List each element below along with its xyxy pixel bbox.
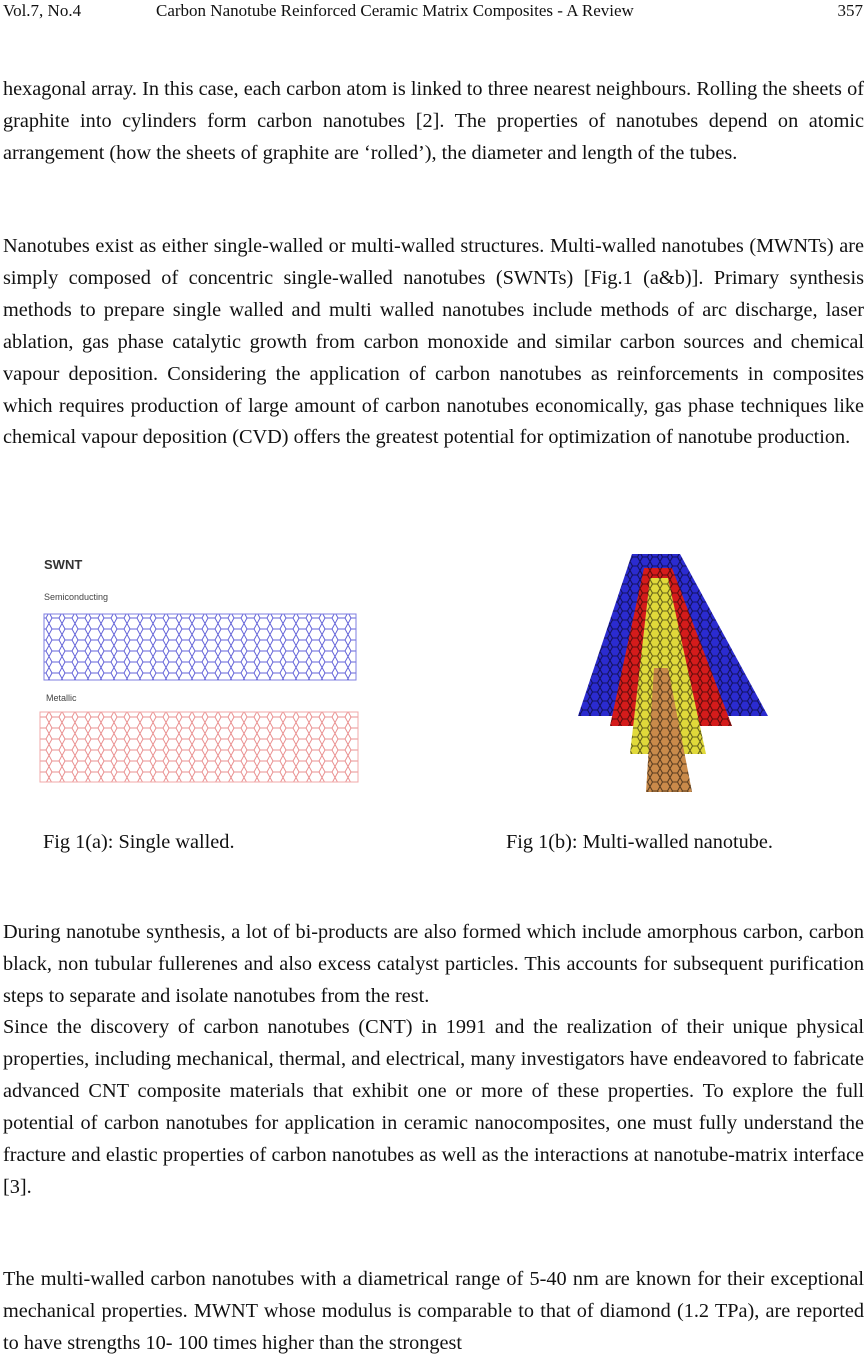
paragraph-mwnt-properties: The multi-walled carbon nanotubes with a diametrical range of 5-40 nm are known for their exceptional mechanical properties. MWNT whose modulus is comparable to that of diamond (1.2 TPa), are reported to have strengths 10- 100 times higher than the strongest <box>3 1268 864 1354</box>
figure-a-semiconducting-label: Semiconducting <box>44 592 109 602</box>
figure-a-metallic-label: Metallic <box>46 693 77 703</box>
paragraph-cnt-discovery: Since the discovery of carbon nanotubes (CNT) in 1991 and the realization of their unique physical properties, including mechanical, thermal, and electrical, many investigators have endeavored to fabricate advanced CNT composite materials that exhibit one or more of these properties. To explore the full potential of carbon nanotubes for application in ceramic nanocomposites, one must fully understand the fracture and elastic properties of carbon nanotubes as well as the interactions at nanotube-matrix interface [3]. <box>3 1016 864 1198</box>
metallic-tube <box>40 712 358 782</box>
semiconducting-tube <box>44 614 356 680</box>
page-header <box>0 0 867 24</box>
paragraph-graphite-rolling: hexagonal array. In this case, each carbon atom is linked to three nearest neighbours. Rolling the sheets of graphite into cylinders form carbon nanotubes [2]. The properties of nanotubes depend on atomic arrangement (how the sheets of graphite are ‘rolled’), the diameter and length of the tubes. <box>3 78 864 164</box>
page-number: 357 <box>837 1 863 20</box>
figure-single-walled <box>36 552 360 792</box>
running-title: Carbon Nanotube Reinforced Ceramic Matrix Composites - A Review <box>156 1 634 20</box>
figure-b-caption: Fig 1(b): Multi-walled nanotube. <box>506 831 773 853</box>
paragraph-synthesis-byproducts: During nanotube synthesis, a lot of bi-products are also formed which include amorphous carbon, carbon black, non tubular fullerenes and also excess catalyst particles. This accounts for subsequent purification steps to separate and isolate nanotubes from the rest. <box>3 921 864 1007</box>
figure-a-title: SWNT <box>44 557 83 572</box>
journal-volume: Vol.7, No.4 <box>3 1 82 20</box>
figure-multi-walled <box>570 548 776 796</box>
paragraph-nanotube-structures: Nanotubes exist as either single-walled or multi-walled structures. Multi-walled nanotubes (MWNTs) are simply composed of concentric single-walled nanotubes (SWNTs) [Fig.1 (a&b)]. Primary synthesis methods to prepare single walled and multi walled nanotubes include methods of arc discharge, laser ablation, gas phase catalytic growth from carbon monoxide and similar carbon sources and chemical vapour deposition. Considering the application of carbon nanotubes as reinforcements in composites which requires production of large amount of carbon nanotubes economically, gas phase techniques like chemical vapour deposition (CVD) offers the greatest potential for optimization of nanotube production. <box>3 235 864 449</box>
figure-a-caption: Fig 1(a): Single walled. <box>43 831 235 853</box>
